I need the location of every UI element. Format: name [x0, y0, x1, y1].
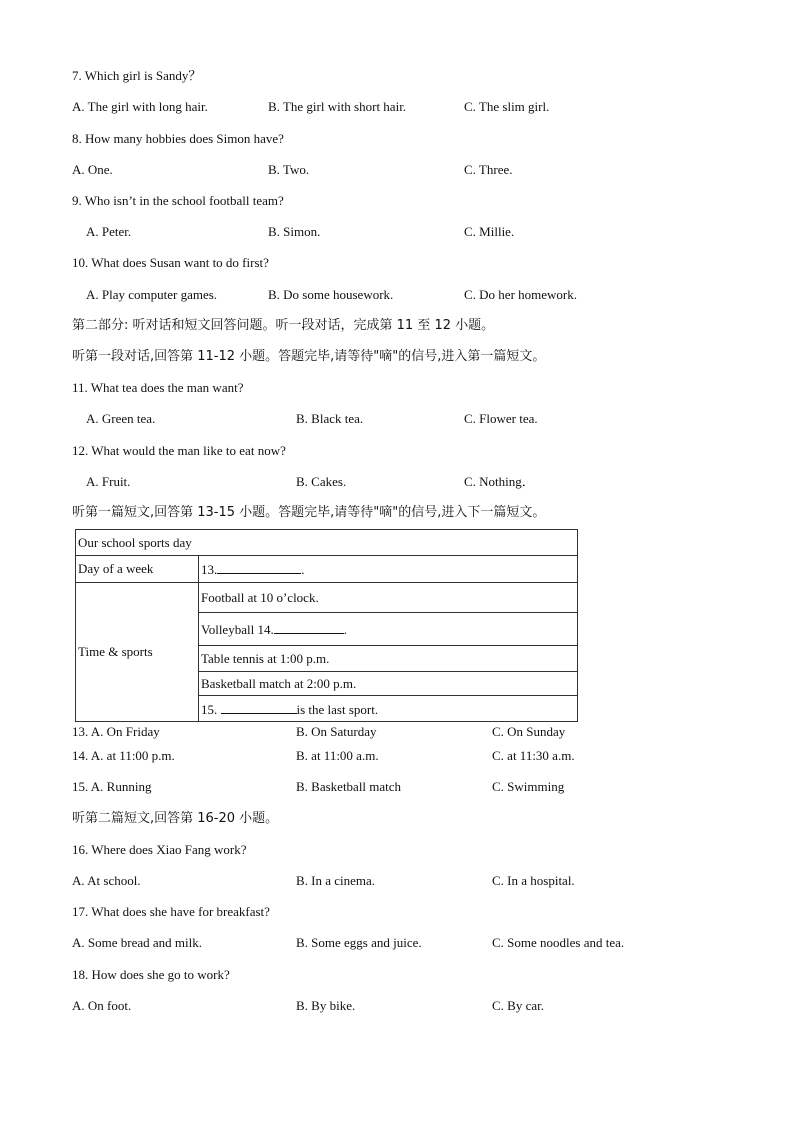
blank-number: 13. [201, 562, 218, 577]
option-a: A. On foot. [72, 998, 132, 1013]
table-title: Our school sports day [76, 530, 578, 556]
option-c: C. at 11:30 a.m. [492, 748, 575, 763]
blank-suffix: . [343, 622, 347, 637]
question-14-options [0, 747, 794, 765]
option-b: B. Do some housework. [268, 287, 394, 302]
question-8-options [0, 161, 794, 179]
option-c: C. Some noodles and tea. [492, 935, 625, 950]
question-11-options [0, 410, 794, 428]
question-9-options [0, 223, 794, 241]
question-stem: 9. Who isn’t in the school football team? [72, 193, 284, 208]
table-row [76, 583, 578, 613]
section-heading [0, 317, 794, 335]
schedule-cell: Football at 10 o’clock. [199, 583, 578, 613]
option-b: B. On Saturday [296, 724, 377, 739]
question-stem: 16. Where does Xiao Fang work? [72, 842, 247, 857]
instruction-2: 听第一篇短文,回答第 13-15 小题。答题完毕,请等待"嘀"的信号,进入下一篇短文。 [72, 505, 546, 520]
blank-suffix: . [301, 562, 305, 577]
question-10 [0, 254, 794, 272]
option-a: 13. A. On Friday [72, 724, 160, 739]
option-b: B. Some eggs and juice. [296, 935, 422, 950]
answer-blank [274, 620, 344, 634]
blank-suffix: is the last sport. [296, 701, 379, 717]
question-stem: 7. Which girl is Sandy？ [72, 68, 202, 83]
option-b: B. at 11:00 a.m. [296, 748, 379, 763]
instruction-3: 听第二篇短文,回答第 16-20 小题。 [72, 811, 279, 826]
question-16-options [0, 872, 794, 890]
instruction-line [0, 504, 794, 522]
option-b: B. Cakes. [296, 474, 347, 489]
question-18 [0, 966, 794, 984]
option-b: B. Simon. [268, 224, 321, 239]
instruction-line [0, 810, 794, 828]
answer-blank [221, 700, 297, 714]
option-a: 14. A. at 11:00 p.m. [72, 748, 175, 763]
option-a: 15. A. Running [72, 779, 152, 794]
option-b: B. The girl with short hair. [268, 99, 407, 114]
question-9 [0, 192, 794, 210]
option-c: C. The slim girl. [464, 99, 550, 114]
option-a: A. Fruit. [86, 474, 131, 489]
option-c: C. Nothing． [464, 474, 535, 489]
option-a: A. At school. [72, 873, 141, 888]
question-16 [0, 841, 794, 859]
day-label: Day of a week [76, 556, 199, 583]
question-10-options [0, 286, 794, 304]
time-label: Time & sports [76, 583, 199, 722]
option-b: B. Basketball match [296, 779, 402, 794]
option-c: C. Millie. [464, 224, 515, 239]
option-a: A. One. [72, 162, 113, 177]
table-row [76, 556, 578, 583]
question-stem: 10. What does Susan want to do first? [72, 255, 269, 270]
option-a: A. Peter. [86, 224, 132, 239]
question-stem: 17. What does she have for breakfast? [72, 904, 270, 919]
blank-number: 15. [201, 701, 221, 717]
question-stem: 12. What would the man like to eat now? [72, 443, 286, 458]
option-c: C. By car. [492, 998, 544, 1013]
option-c: C. In a hospital. [492, 873, 575, 888]
question-11 [0, 379, 794, 397]
question-18-options [0, 997, 794, 1015]
schedule-cell [199, 696, 578, 722]
answer-blank [217, 560, 301, 574]
question-7 [0, 67, 794, 85]
schedule-cell: Basketball match at 2:00 p.m. [199, 672, 578, 696]
instruction-line [0, 348, 794, 366]
question-15-options [0, 778, 794, 796]
option-c: C. Swimming [492, 779, 565, 794]
question-stem: 11. What tea does the man want? [72, 380, 244, 395]
schedule-cell: Table tennis at 1:00 p.m. [199, 646, 578, 672]
option-b: B. Black tea. [296, 411, 364, 426]
option-a: A. Green tea. [86, 411, 156, 426]
option-a: A. The girl with long hair. [72, 99, 208, 114]
option-b: B. By bike. [296, 998, 356, 1013]
option-c: C. Flower tea. [464, 411, 538, 426]
question-7-options [0, 98, 794, 116]
question-stem: 18. How does she go to work? [72, 967, 230, 982]
option-a: A. Play computer games. [86, 287, 218, 302]
option-c: C. Do her homework. [464, 287, 578, 302]
question-stem: 8. How many hobbies does Simon have? [72, 131, 284, 146]
option-a: A. Some bread and milk. [72, 935, 202, 950]
instruction-1: 听第一段对话,回答第 11-12 小题。答题完毕,请等待"嘀"的信号,进入第一篇短文。 [72, 349, 546, 364]
table-row [76, 530, 578, 556]
option-c: C. On Sunday [492, 724, 566, 739]
question-17 [0, 903, 794, 921]
question-17-options [0, 934, 794, 952]
question-12 [0, 442, 794, 460]
section-2-heading: 第二部分: 听对话和短文回答问题。听一段对话，完成第 11 至 12 小题。 [72, 318, 495, 333]
question-8 [0, 130, 794, 148]
day-cell [199, 556, 578, 583]
schedule-cell [199, 613, 578, 646]
option-b: B. In a cinema. [296, 873, 376, 888]
option-c: C. Three. [464, 162, 513, 177]
blank-number: Volleyball 14. [201, 622, 274, 637]
question-12-options [0, 473, 794, 491]
sports-day-table [75, 529, 578, 722]
question-13-options [0, 723, 794, 741]
option-b: B. Two. [268, 162, 310, 177]
